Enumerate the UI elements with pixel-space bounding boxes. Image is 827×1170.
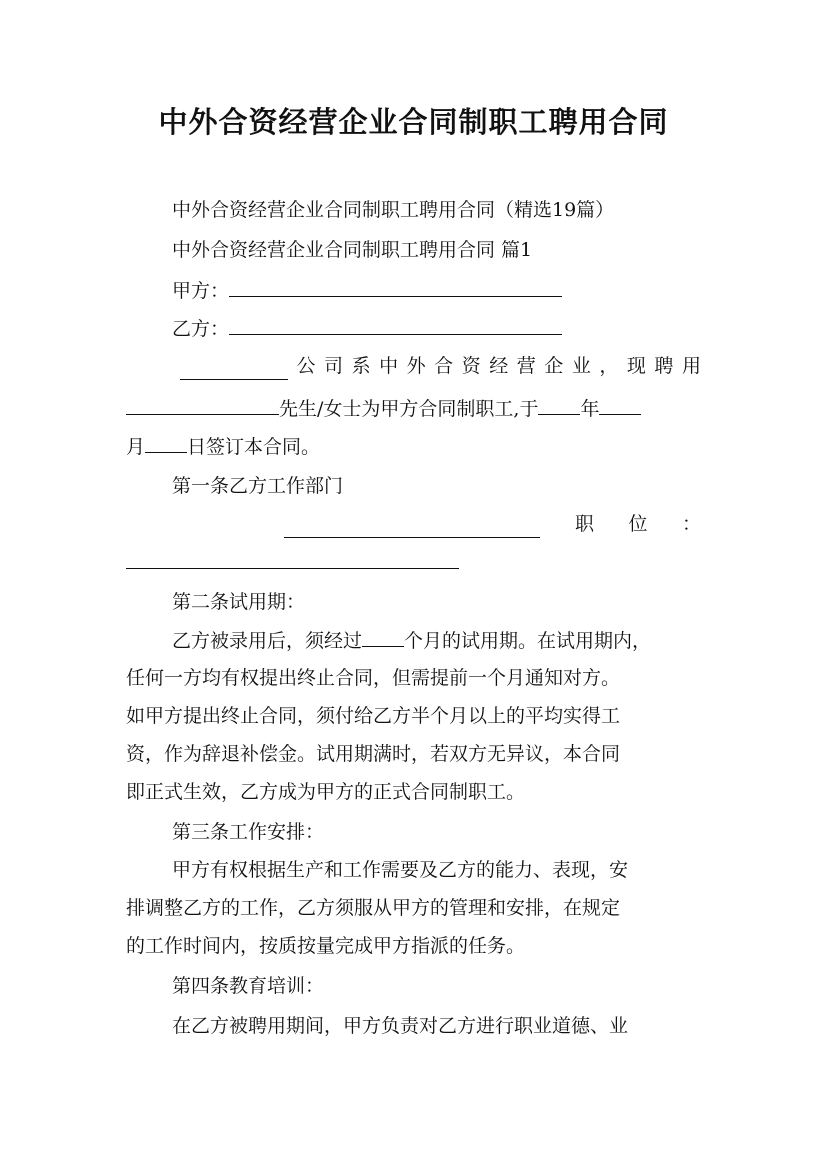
intro-line-2 — [126, 394, 641, 423]
intro-line-1 — [180, 352, 701, 380]
article-2-text: 个月的试用期。在试用期内， — [404, 630, 652, 652]
party-a-line — [172, 276, 562, 305]
article-2-line-3: 如甲方提出终止合同，须付给乙方半个月以上的平均实得工 — [126, 705, 621, 727]
article-4-heading: 第四条教育培训： — [172, 975, 325, 997]
party-b-blank — [229, 314, 562, 335]
intro-char: 营 — [516, 355, 536, 377]
month-label: 月 — [126, 436, 146, 458]
article-2-line-2: 任何一方均有权提出终止合同，但需提前一个月通知对方。 — [126, 667, 621, 689]
article-3-line-1: 甲方有权根据生产和工作需要及乙方的能力、表现，安 — [172, 859, 629, 881]
article-2-heading: 第二条试用期： — [172, 591, 306, 613]
intro-line-3 — [126, 432, 320, 461]
intro-char: 用 — [681, 355, 701, 377]
section-heading: 中外合资经营企业合同制职工聘用合同 篇1 — [172, 239, 533, 261]
probation-months-blank — [362, 626, 404, 647]
party-b-line — [172, 314, 562, 343]
department-blank — [284, 517, 540, 538]
intro-line-3-text: 日签订本合同。 — [187, 436, 321, 458]
position-char: 位 — [628, 513, 648, 535]
employee-name-blank — [126, 394, 279, 415]
intro-char: 聘 — [654, 355, 674, 377]
day-blank — [145, 432, 187, 453]
article-2-line-5: 即正式生效，乙方成为甲方的正式合同制职工。 — [126, 781, 526, 803]
party-b-label: 乙方： — [172, 318, 230, 340]
intro-char: 司 — [324, 355, 344, 377]
intro-char: 系 — [351, 355, 371, 377]
article-3-line-3: 的工作时间内，按质按量完成甲方指派的任务。 — [126, 935, 526, 957]
article-1-position-line — [126, 510, 701, 538]
intro-line-2-text: 先生/女士为甲方合同制职工,于 — [279, 398, 539, 420]
article-4-line-1: 在乙方被聘用期间，甲方负责对乙方进行职业道德、业 — [172, 1015, 629, 1037]
intro-char: 现 — [626, 355, 646, 377]
article-2-text: 乙方被录用后，须经过 — [172, 630, 363, 652]
intro-char: 企 — [544, 355, 564, 377]
article-2-line-1 — [172, 626, 651, 655]
article-1-heading: 第一条乙方工作部门 — [172, 475, 344, 497]
intro-char: 业 — [571, 355, 591, 377]
intro-char: 公 — [296, 355, 316, 377]
article-2-line-4: 资，作为辞退补偿金。试用期满时，若双方无异议，本合同 — [126, 743, 621, 765]
article-3-heading: 第三条工作安排： — [172, 821, 325, 843]
intro-char: ， — [599, 355, 619, 377]
party-a-label: 甲方： — [172, 280, 230, 302]
party-a-blank — [229, 276, 562, 297]
document-title: 中外合资经营企业合同制职工聘用合同 — [158, 105, 669, 139]
month-blank — [599, 394, 641, 415]
year-blank — [538, 394, 580, 415]
position-char: 职 — [574, 513, 594, 535]
intro-char: 中 — [379, 355, 399, 377]
intro-char: 资 — [461, 355, 481, 377]
intro-char: 合 — [434, 355, 454, 377]
intro-char: 经 — [489, 355, 509, 377]
intro-char: 外 — [406, 355, 426, 377]
document-subtitle: 中外合资经营企业合同制职工聘用合同（精选19篇） — [172, 199, 615, 221]
position-blank — [126, 548, 459, 569]
article-3-line-2: 排调整乙方的工作，乙方须服从甲方的管理和安排，在规定 — [126, 897, 621, 919]
company-name-blank — [180, 359, 288, 380]
position-blank-line — [126, 548, 459, 577]
year-label: 年 — [580, 398, 600, 420]
position-char: ： — [681, 513, 701, 535]
